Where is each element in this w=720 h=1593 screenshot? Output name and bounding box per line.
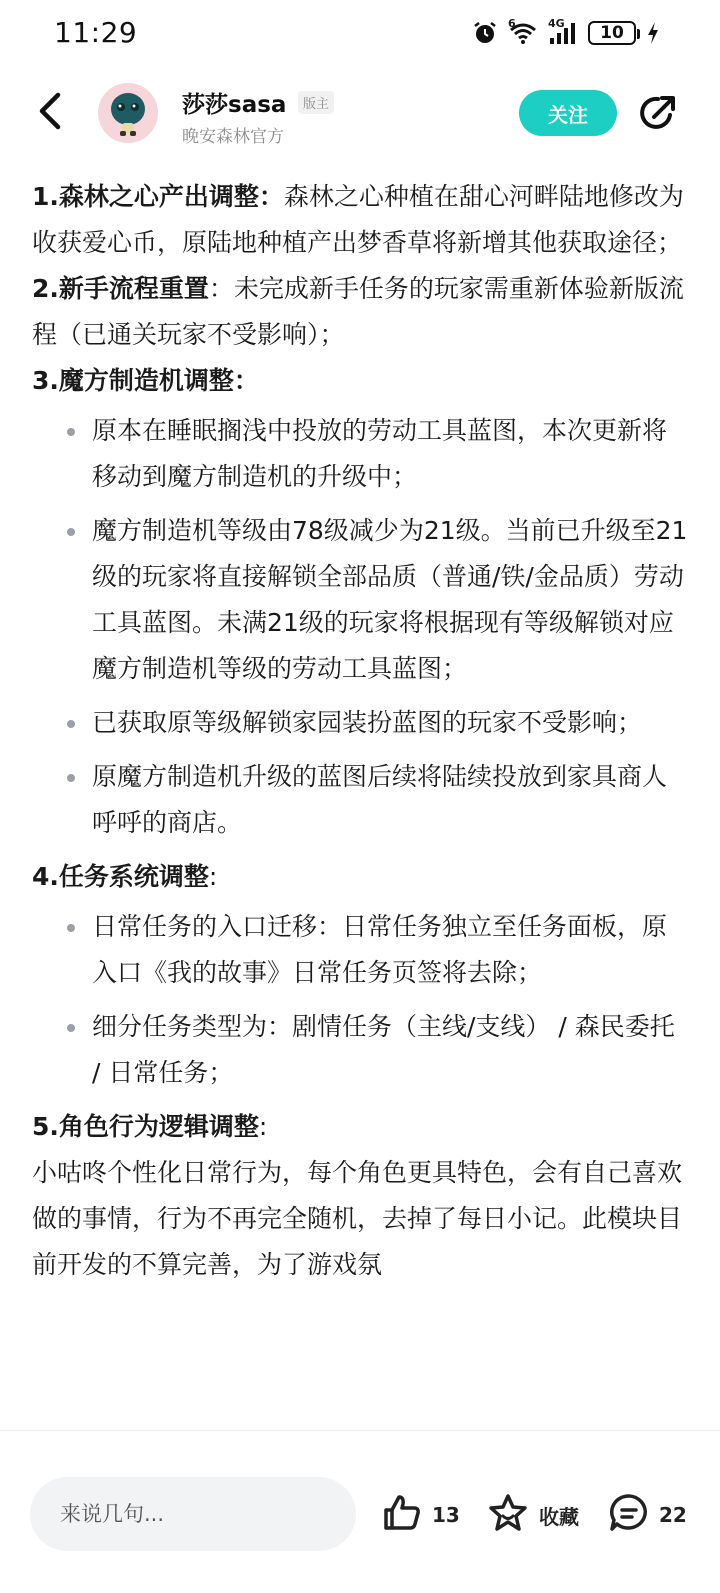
comment-count: 22 (659, 1503, 687, 1527)
charging-icon (646, 21, 660, 45)
network-label: 4G (548, 17, 565, 30)
like-button[interactable] (382, 1493, 460, 1537)
like-count: 13 (432, 1503, 460, 1527)
section-1-body: 森林之心种植在甜心河畔陆地修改为收获爱心币，原陆地种植产出梦香草将新增其他获取途径； (32, 182, 684, 257)
section-1 (32, 174, 688, 266)
bottom-action-bar (0, 1430, 720, 1593)
list-item: 已获取原等级解锁家园装扮蓝图的玩家不受影响； (92, 700, 688, 746)
list-item: 原魔方制造机升级的蓝图后续将陆续投放到家具商人呼呼的商店。 (92, 754, 688, 846)
post-content[interactable] (0, 130, 720, 1430)
author-avatar[interactable] (98, 83, 158, 143)
section-4-colon: : (208, 862, 218, 891)
author-subtitle: 晚安森林官方 (182, 127, 284, 147)
section-2-body: ：未完成新手任务的玩家需重新体验新版流程（已通关玩家不受影响）； (32, 274, 684, 349)
signal-icon (548, 17, 578, 45)
list-item: 魔方制造机等级由78级减少为21级。当前已升级至21级的玩家将直接解锁全部品质（普通/铁/金品质）劳动工具蓝图。未满21级的玩家将根据现有等级解锁对应魔方制造机等级的劳动工具蓝图； (92, 508, 688, 692)
article-body (0, 130, 720, 1288)
section-5-colon: : (258, 1112, 268, 1141)
section-5 (32, 1104, 688, 1150)
battery-icon: 10 (588, 21, 636, 45)
section-2-heading: 2.新手流程重置 (32, 274, 209, 303)
share-icon (638, 93, 678, 137)
section-4-list (32, 904, 688, 1096)
favorite-label: 收藏 (539, 1504, 579, 1529)
section-4 (32, 854, 688, 900)
status-time: 11:29 (54, 16, 138, 49)
favorite-button[interactable] (487, 1493, 579, 1537)
section-3-list (32, 408, 688, 846)
star-icon (487, 1493, 529, 1537)
comment-input[interactable] (30, 1477, 356, 1551)
author-name[interactable]: 莎莎sasa (182, 92, 287, 118)
back-button[interactable] (30, 90, 70, 136)
back-arrow-icon (37, 92, 63, 134)
section-1-heading: 1.森林之心产出调整： (32, 182, 284, 211)
share-button[interactable] (637, 94, 679, 136)
wifi-icon (508, 17, 538, 45)
post-header (0, 70, 720, 156)
list-item: 日常任务的入口迁移：日常任务独立至任务面板，原入口《我的故事》日常任务页签将去除； (92, 904, 688, 996)
role-badge: 版主 (298, 91, 334, 114)
comment-icon (609, 1493, 649, 1537)
thumbs-up-icon (382, 1493, 422, 1537)
follow-button[interactable]: 关注 (519, 90, 617, 136)
status-icons (472, 17, 660, 46)
comment-button[interactable] (609, 1493, 687, 1537)
section-3-heading: 3.魔方制造机调整： (32, 366, 259, 395)
section-5-body: 小咕咚个性化日常行为，每个角色更具特色，会有自己喜欢做的事情，行为不再完全随机，去掉了每日小记。此模块目前开发的不算完善，为了游戏氛 (32, 1158, 683, 1279)
wifi-label: 6 (508, 17, 516, 30)
section-4-heading: 4.任务系统调整 (32, 862, 209, 891)
alarm-icon (472, 20, 498, 46)
list-item: 原本在睡眠搁浅中投放的劳动工具蓝图，本次更新将移动到魔方制造机的升级中； (92, 408, 688, 500)
list-item: 细分任务类型为：剧情任务（主线/支线） / 森民委托 / 日常任务； (92, 1004, 688, 1096)
section-2 (32, 266, 688, 358)
section-5-heading: 5.角色行为逻辑调整 (32, 1112, 259, 1141)
status-bar (0, 0, 720, 70)
